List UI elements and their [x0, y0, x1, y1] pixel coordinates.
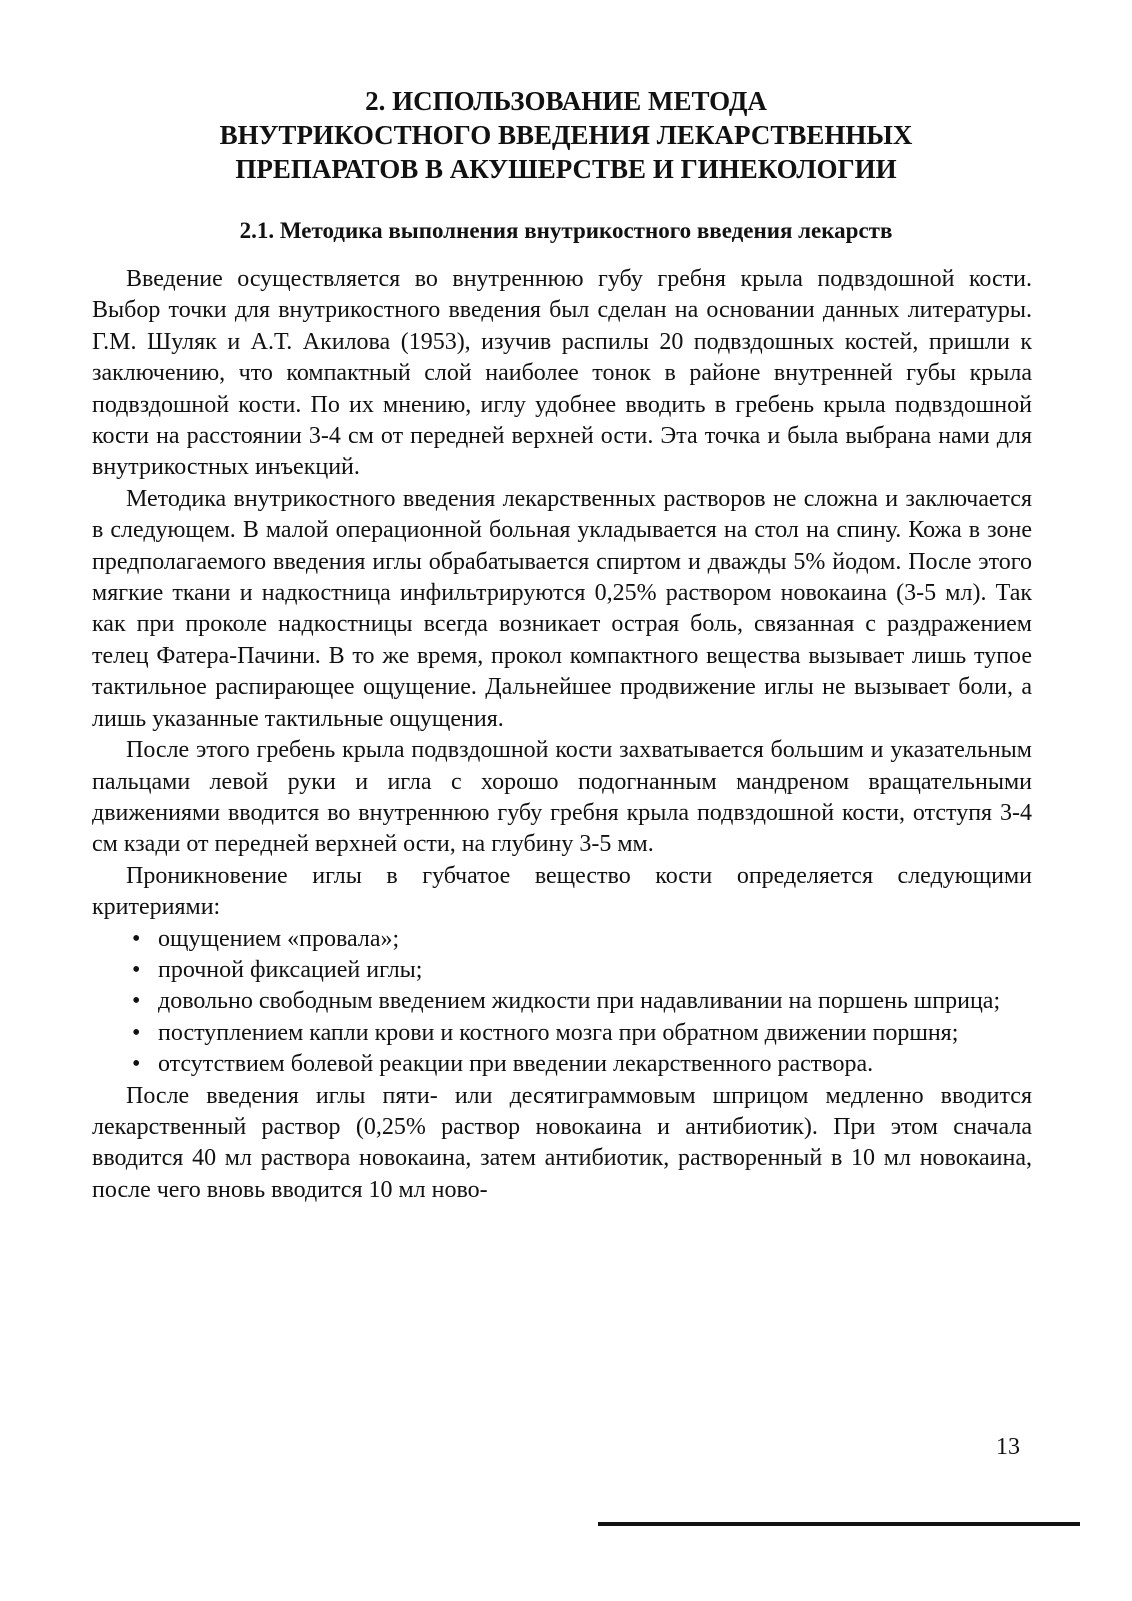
bullet-icon: •	[132, 956, 141, 983]
paragraph-drug-administration: После введения иглы пяти- или десятиграммовым шприцом медленно вводится лекарственный раствор (0,25% раствор новокаина и антибиотик). При этом сначала вводится 40 мл раствора новокаина, затем антибиотик, растворенный в 10 мл новокаина, после чего вновь вводится 10 мл ново-	[92, 1082, 1032, 1203]
list-item	[132, 955, 1032, 986]
page-number: 13	[996, 1434, 1020, 1460]
chapter-title-line: ПРЕПАРАТОВ В АКУШЕРСТВЕ И ГИНЕКОЛОГИИ	[235, 154, 897, 184]
chapter-title-line: 2. ИСПОЛЬЗОВАНИЕ МЕТОДА	[365, 86, 767, 116]
list-item-text: прочной фиксацией иглы;	[158, 956, 423, 983]
list-item	[132, 1018, 1032, 1049]
list-item-text: отсутствием болевой реакции при введении лекарственного раствора.	[158, 1051, 874, 1078]
bullet-icon: •	[132, 925, 141, 952]
paragraph-needle-insertion: После этого гребень крыла подвздошной кости захватывается большим и указательным пальцами левой руки и игла с хорошо подогнанным мандреном вращательными движениями вводится во внутреннюю губу гребня крыла подвздошной кости, отступя 3-4 см кзади от передней верхней ости, на глубину 3-5 мм.	[92, 737, 1032, 858]
paragraph-injection-site: Введение осуществляется во внутреннюю губу гребня крыла подвздошной кости. Выбор точки для внутрикостного введения был сделан на основании данных литературы. Г.М. Шуляк и А.Т. Акилова (1953), изучив распилы 20 подвздошных костей, пришли к заключению, что компактный слой наиболее тонок в районе внутренней губы крыла подвздошной кости. По их мнению, иглу удобнее вводить в гребень крыла подвздошной кости на расстоянии 3-4 см от передней верхней ости. Эта точка и была выбрана нами для внутрикостных инъекций.	[92, 266, 1032, 481]
chapter-title-line: ВНУТРИКОСТНОГО ВВЕДЕНИЯ ЛЕКАРСТВЕННЫХ	[219, 120, 913, 150]
list-item	[132, 1049, 1032, 1080]
chapter-title	[110, 84, 1022, 186]
bullet-icon: •	[132, 1051, 141, 1078]
list-item-text: поступлением капли крови и костного мозга при обратном движении поршня;	[158, 1019, 959, 1046]
list-item	[132, 924, 1032, 955]
paragraph-method: Методика внутрикостного введения лекарственных растворов не сложна и заключается в следующем. В малой операционной больная укладывается на стол на спину. Кожа в зоне предполагаемого введения иглы обрабатывается спиртом и дважды 5% йодом. После этого мягкие ткани и надкостница инфильтрируются 0,25% раствором новокаина (3-5 мл). Так как при проколе надкостницы всегда возникает острая боль, связанная с раздражением телец Фатера-Пачини. В то же время, прокол компактного вещества вызывает лишь тупое тактильное распирающее ощущение. Дальнейшее продвижение иглы не вызывает боли, а лишь указанные тактильные ощущения.	[92, 485, 1032, 732]
bullet-icon: •	[132, 1019, 141, 1046]
section-title: 2.1. Методика выполнения внутрикостного введения лекарств	[239, 218, 893, 243]
criteria-list	[92, 924, 1032, 1081]
list-item-text: ощущением «провала»;	[158, 925, 400, 952]
list-item	[132, 986, 1032, 1017]
body-text	[92, 264, 1032, 1206]
bullet-icon: •	[132, 988, 141, 1015]
list-item-text: довольно свободным введением жидкости при надавливании на поршень шприца;	[158, 988, 1001, 1015]
footer-rule	[598, 1522, 1080, 1526]
paragraph-criteria-intro: Проникновение иглы в губчатое вещество кости определяется следующими критериями:	[92, 862, 1032, 921]
